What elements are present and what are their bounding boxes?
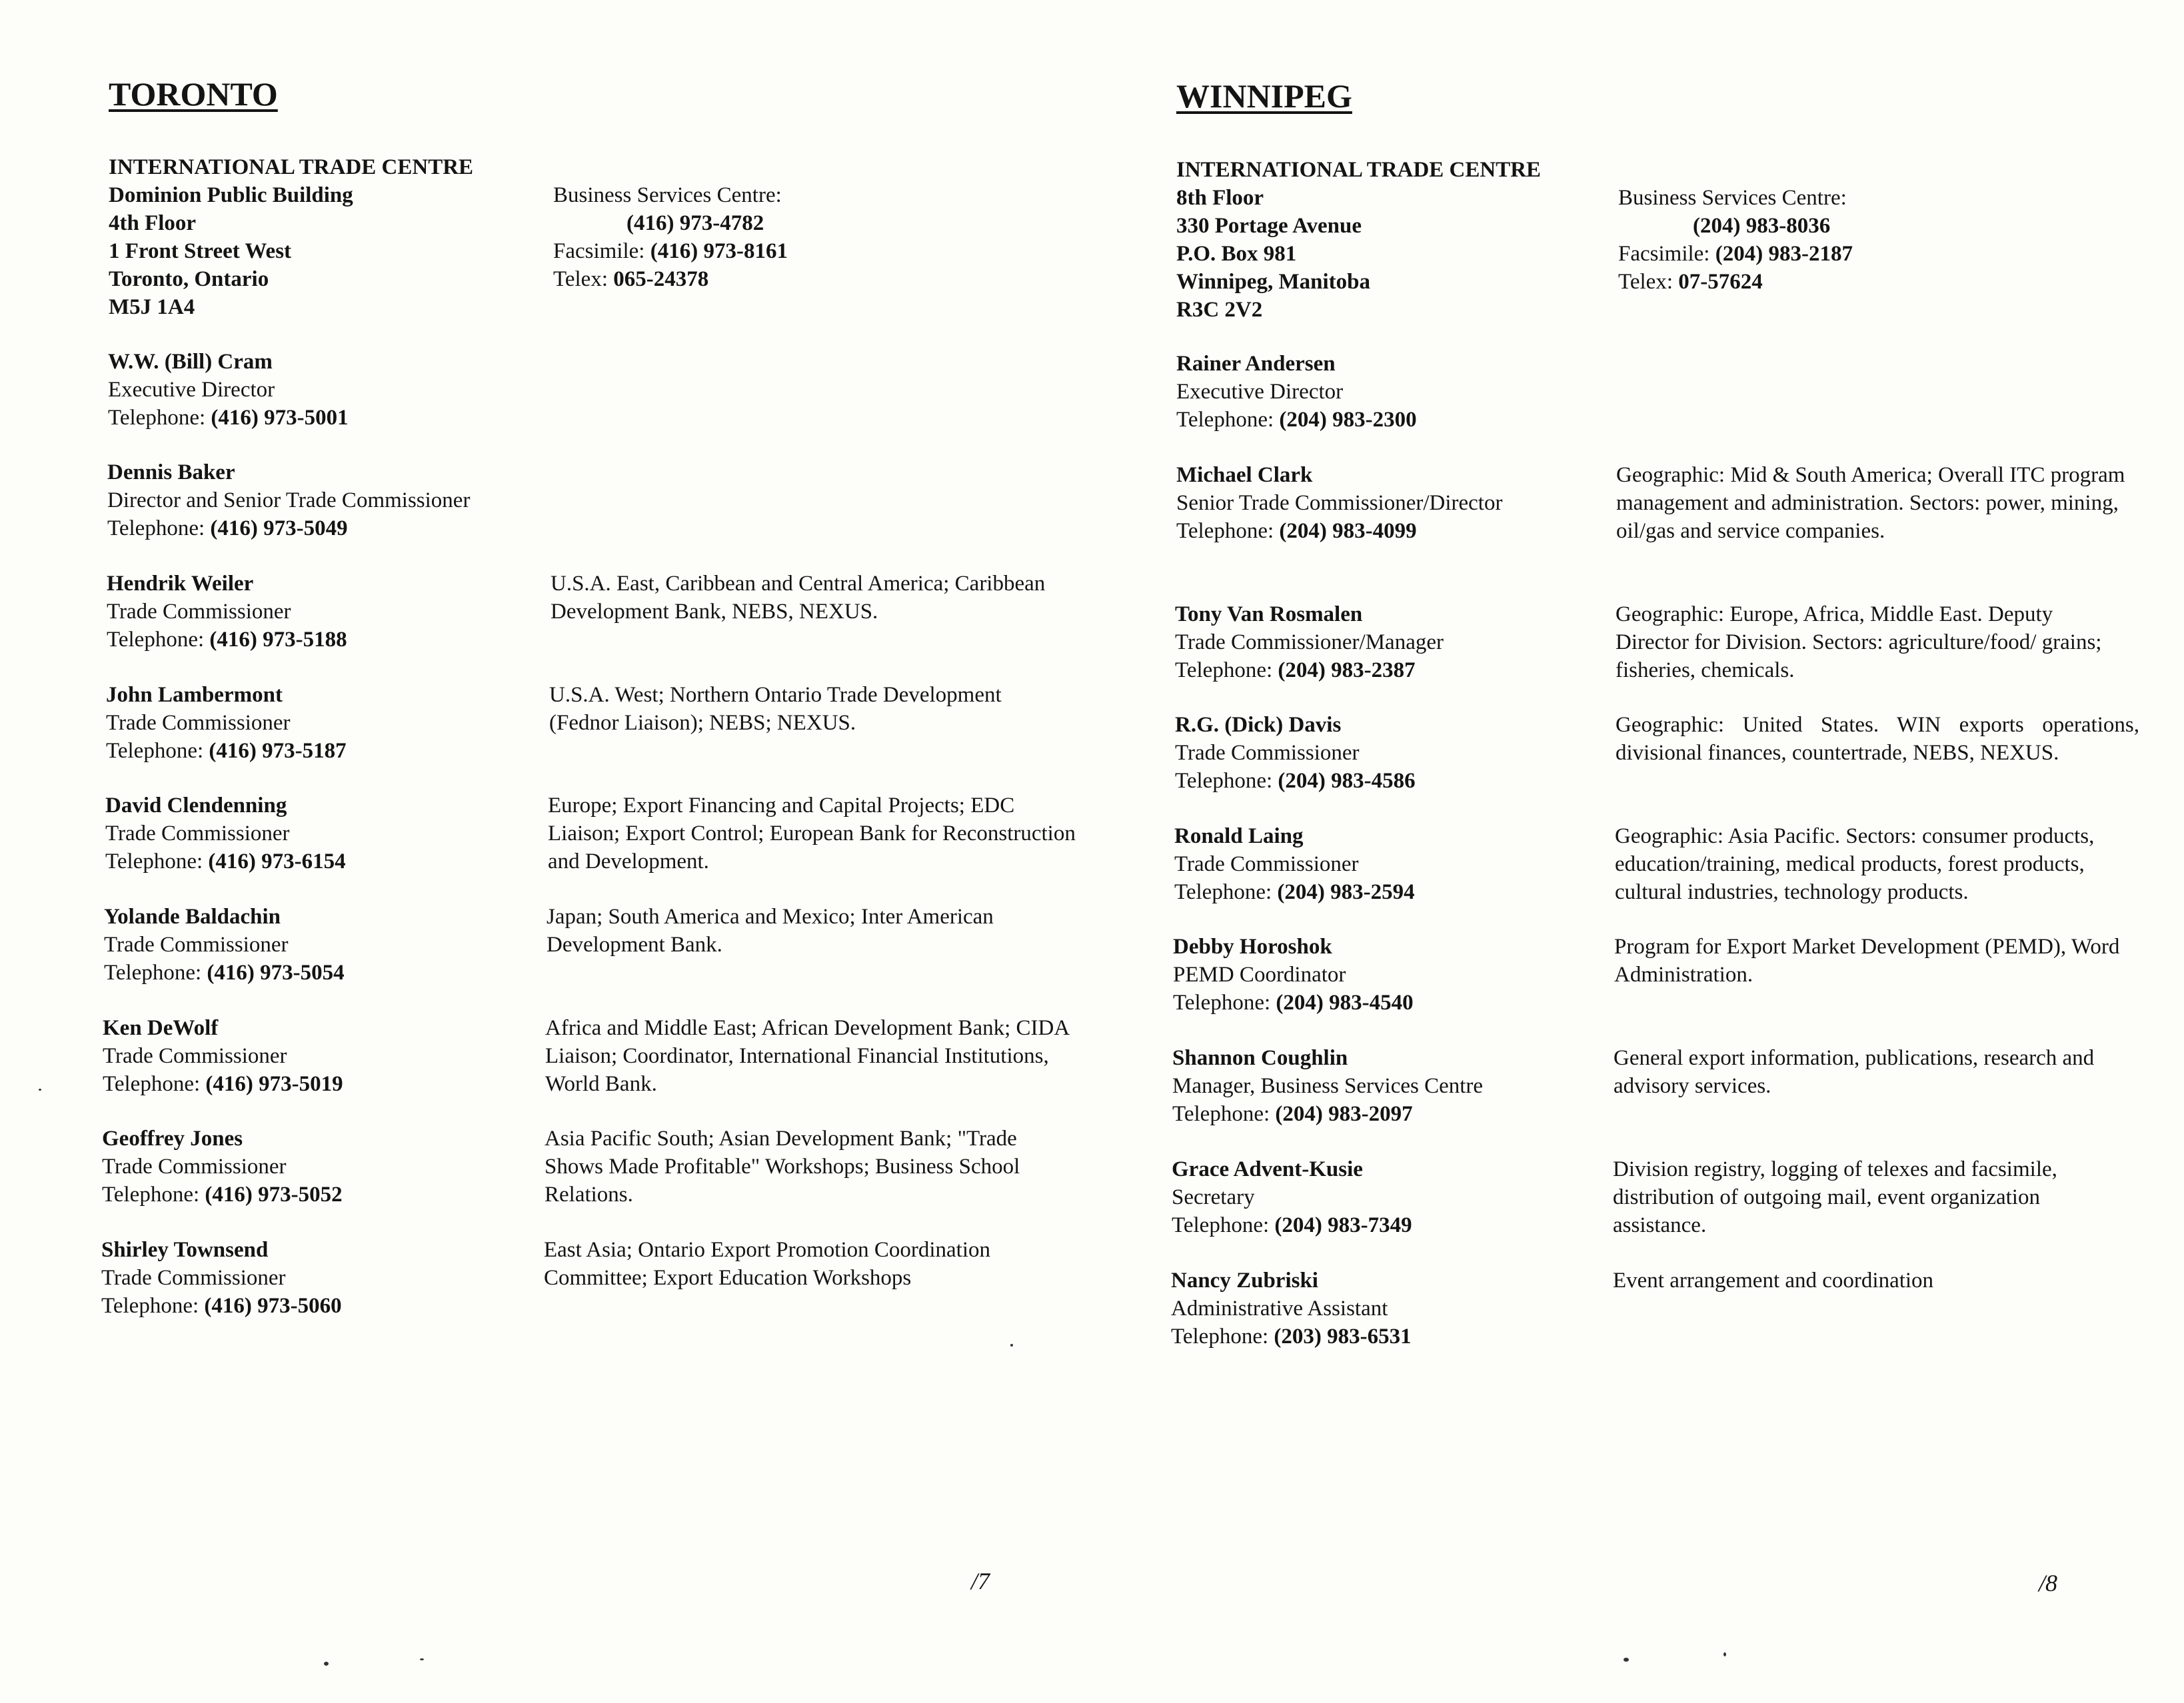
contact-entry [101, 1236, 342, 1320]
telephone-label: Telephone: [1175, 658, 1273, 682]
contact-name: Hendrik Weiler [107, 572, 254, 596]
contact-name: Nancy Zubriski [1171, 1269, 1318, 1293]
telephone-label: Telephone: [101, 1294, 199, 1318]
toronto-fax-number: (416) 973-8161 [650, 239, 788, 263]
contact-title: Executive Director [1176, 380, 1344, 404]
contact-responsibilities: Geographic: Mid & South America; Overall ITC program management and administration. Sectors: power, mining, oil/gas and service companies. [1616, 463, 2125, 543]
contact-phone: (416) 973-6154 [208, 850, 346, 873]
contact-responsibilities: U.S.A. East, Caribbean and Central America; Caribbean Development Bank, NEBS, NEXUS. [550, 572, 1046, 624]
contact-title: Trade Commissioner [103, 1044, 287, 1068]
contact-title: Trade Commissioner [104, 933, 289, 957]
contact-entry [105, 792, 346, 875]
contact-title: Trade Commissioner [1174, 852, 1359, 876]
contact-title: Director and Senior Trade Commissioner [107, 488, 471, 512]
contact-responsibilities: Division registry, logging of telexes and facsimile, distribution of outgoing mail, event organization assistance. [1613, 1157, 2057, 1237]
toronto-address-line: M5J 1A4 [109, 295, 195, 319]
contact-title: Trade Commissioner [101, 1266, 286, 1290]
contact-name: John Lambermont [106, 683, 283, 707]
contact-phone: (203) 983-6531 [1274, 1325, 1412, 1349]
winnipeg-office-name: INTERNATIONAL TRADE CENTRE [1176, 158, 1542, 182]
telephone-label: Telephone: [103, 1072, 201, 1096]
telephone-label: Telephone: [1175, 769, 1273, 793]
telephone-label: Telephone: [1176, 519, 1274, 543]
winnipeg-address-line: P.O. Box 981 [1176, 242, 1297, 266]
telephone-label: Telephone: [105, 850, 203, 873]
contact-entry [1173, 933, 1414, 1017]
telephone-label: Telephone: [107, 628, 205, 652]
telephone-label: Telephone: [108, 406, 206, 430]
telephone-label: Telephone: [1171, 1325, 1269, 1349]
telephone-label: Telephone: [1176, 408, 1274, 432]
toronto-office-name: INTERNATIONAL TRADE CENTRE [109, 155, 474, 179]
winnipeg-fax-label: Facsimile: [1618, 242, 1710, 266]
toronto-title: TORONTO [109, 75, 278, 113]
winnipeg-address-line: Winnipeg, Manitoba [1176, 270, 1370, 294]
contact-phone: (204) 983-2387 [1278, 658, 1416, 682]
contact-entry [102, 1125, 343, 1209]
page-number: /8 [2039, 1570, 2058, 1596]
contact-title: Trade Commissioner [102, 1155, 287, 1179]
contact-phone: (416) 973-5187 [209, 739, 347, 763]
scan-speck [1723, 1652, 1726, 1656]
contact-entry [1172, 1044, 1483, 1128]
contact-responsibilities: Europe; Export Financing and Capital Projects; EDC Liaison; Export Control; European Bank for Reconstruction and Development. [548, 794, 1076, 873]
contact-responsibilities: U.S.A. West; Northern Ontario Trade Development (Fednor Liaison); NEBS; NEXUS. [549, 683, 1002, 735]
contact-title: Trade Commissioner [107, 600, 291, 624]
contact-name: Michael Clark [1176, 463, 1313, 487]
contact-phone: (416) 973-5049 [210, 516, 348, 540]
contact-name: Grace Advent-Kusie [1172, 1157, 1363, 1181]
contact-name: W.W. (Bill) Cram [108, 350, 273, 374]
contact-phone: (204) 983-2594 [1277, 880, 1415, 904]
contact-name: Ronald Laing [1174, 824, 1304, 848]
telephone-label: Telephone: [1174, 880, 1272, 904]
contact-entry [1174, 822, 1415, 906]
winnipeg-title: WINNIPEG [1176, 77, 1352, 115]
contact-name: R.G. (Dick) Davis [1175, 713, 1342, 737]
contact-title: Administrative Assistant [1171, 1297, 1388, 1321]
contact-phone: (416) 973-5054 [207, 961, 345, 985]
scan-speck [39, 1089, 41, 1091]
contact-name: Yolande Baldachin [104, 905, 281, 929]
scan-speck [324, 1662, 329, 1666]
contact-responsibilities: Program for Export Market Development (PEMD), Word Administration. [1614, 935, 2120, 987]
contact-name: Tony Van Rosmalen [1175, 602, 1363, 626]
contact-name: Geoffrey Jones [102, 1127, 243, 1151]
contact-phone: (416) 973-5052 [205, 1183, 343, 1207]
toronto-address-line: Dominion Public Building [109, 183, 353, 207]
scan-speck [1624, 1658, 1629, 1662]
telephone-label: Telephone: [106, 739, 204, 763]
telephone-label: Telephone: [102, 1183, 200, 1207]
winnipeg-fax-number: (204) 983-2187 [1715, 242, 1853, 266]
contact-name: Shirley Townsend [101, 1238, 269, 1262]
contact-title: Trade Commissioner/Manager [1175, 630, 1444, 654]
toronto-business-services [553, 181, 788, 293]
contact-entry [1172, 1155, 1412, 1239]
telephone-label: Telephone: [1172, 1213, 1270, 1237]
contact-title: Secretary [1172, 1185, 1255, 1209]
contact-title: Trade Commissioner [105, 822, 290, 846]
winnipeg-address-line: R3C 2V2 [1176, 298, 1263, 322]
contact-responsibilities: Asia Pacific South; Asian Development Bank; "Trade Shows Made Profitable" Workshops; Business School Relations. [545, 1127, 1020, 1207]
toronto-services-label: Business Services Centre: [553, 183, 782, 207]
telephone-label: Telephone: [104, 961, 202, 985]
contact-phone: (416) 973-5001 [211, 406, 349, 430]
contact-title: Senior Trade Commissioner/Director [1176, 491, 1503, 515]
contact-responsibilities: Africa and Middle East; African Development Bank; CIDA Liaison; Coordinator, International Financial Institutions, World Bank. [545, 1016, 1069, 1096]
contact-phone: (204) 983-4540 [1276, 991, 1414, 1015]
contact-responsibilities: East Asia; Ontario Export Promotion Coordination Committee; Export Education Workshops [544, 1238, 991, 1290]
toronto-address-line: 1 Front Street West [109, 239, 292, 263]
contact-name: Debby Horoshok [1173, 935, 1332, 959]
winnipeg-office-address [1176, 156, 1541, 324]
contact-name: Shannon Coughlin [1172, 1046, 1348, 1070]
contact-phone: (416) 973-5188 [209, 628, 347, 652]
contact-name: Ken DeWolf [103, 1016, 219, 1040]
contact-phone: (204) 983-2097 [1275, 1102, 1413, 1126]
contact-phone: (416) 973-5019 [205, 1072, 343, 1096]
contact-phone: (204) 983-4586 [1278, 769, 1416, 793]
contact-title: Trade Commissioner [106, 711, 291, 735]
winnipeg-services-label: Business Services Centre: [1618, 186, 1847, 210]
toronto-telex-number: 065-24378 [613, 267, 709, 291]
contact-entry [103, 1014, 343, 1098]
contact-responsibilities: Geographic: United States. WIN exports operations, divisional finances, countertrade, NEBS, NEXUS. [1616, 713, 2139, 765]
contact-responsibilities: Geographic: Europe, Africa, Middle East. Deputy Director for Division. Sectors: agriculture/food/ grains; fisheries, chemicals. [1616, 602, 2102, 682]
contact-entry [1176, 461, 1502, 545]
contact-entry [104, 903, 345, 987]
telephone-label: Telephone: [107, 516, 205, 540]
winnipeg-address-line: 8th Floor [1176, 186, 1264, 210]
contact-entry [107, 570, 347, 654]
contact-phone: (204) 983-7349 [1274, 1213, 1412, 1237]
telephone-label: Telephone: [1173, 991, 1271, 1015]
contact-responsibilities: Japan; South America and Mexico; Inter American Development Bank. [546, 905, 994, 957]
toronto-services-phone: (416) 973-4782 [626, 211, 764, 235]
contact-entry [1175, 711, 1416, 795]
contact-title: Manager, Business Services Centre [1172, 1074, 1484, 1098]
contact-responsibilities: Geographic: Asia Pacific. Sectors: consumer products, education/training, medical products, forest products, cultural industries, technology products. [1615, 824, 2095, 904]
contact-entry [1171, 1267, 1412, 1351]
contact-entry [1175, 600, 1444, 684]
contact-entry [1176, 350, 1417, 434]
scan-speck [420, 1658, 424, 1660]
toronto-telex-label: Telex: [553, 267, 608, 291]
page-number: /7 [971, 1568, 990, 1594]
toronto-address-line: 4th Floor [109, 211, 197, 235]
contact-entry [108, 348, 349, 432]
contact-phone: (204) 983-4099 [1279, 519, 1417, 543]
toronto-fax-label: Facsimile: [553, 239, 645, 263]
contact-name: Rainer Andersen [1176, 352, 1336, 376]
contact-title: PEMD Coordinator [1173, 963, 1346, 987]
toronto-office-address [109, 153, 473, 321]
winnipeg-services-phone: (204) 983-8036 [1693, 214, 1831, 238]
contact-name: Dennis Baker [107, 460, 235, 484]
scan-speck [1010, 1344, 1013, 1347]
winnipeg-address-line: 330 Portage Avenue [1176, 214, 1362, 238]
contact-name: David Clendenning [105, 794, 287, 818]
contact-responsibilities: General export information, publications, research and advisory services. [1614, 1046, 2095, 1098]
contact-title: Executive Director [108, 378, 275, 402]
contact-entry [106, 681, 347, 765]
toronto-address-line: Toronto, Ontario [109, 267, 269, 291]
winnipeg-telex-label: Telex: [1618, 270, 1673, 294]
contact-phone: (416) 973-5060 [204, 1294, 342, 1318]
contact-phone: (204) 983-2300 [1279, 408, 1417, 432]
contact-responsibilities: Event arrangement and coordination [1613, 1269, 1934, 1293]
telephone-label: Telephone: [1172, 1102, 1270, 1126]
winnipeg-business-services [1618, 184, 1853, 296]
contact-title: Trade Commissioner [1175, 741, 1360, 765]
winnipeg-telex-number: 07-57624 [1678, 270, 1763, 294]
contact-entry [107, 458, 470, 542]
